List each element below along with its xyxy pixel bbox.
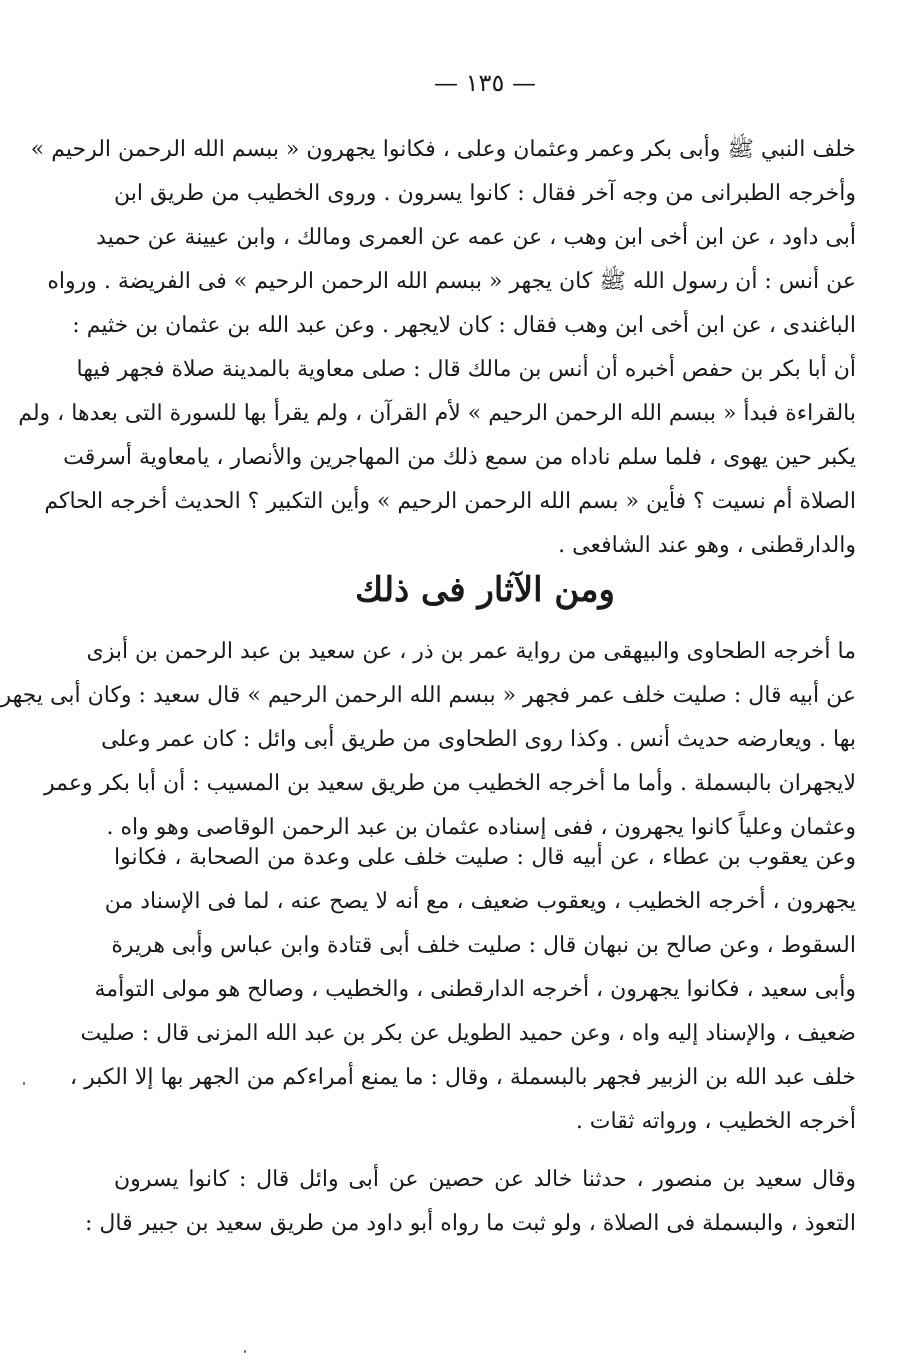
paragraph-said <box>85 1158 856 1246</box>
text-line: وعن يعقوب بن عطاء ، عن أبيه قال : صليت خلف على وعدة من الصحابة ، فكانوا <box>114 845 856 870</box>
scan-speck <box>23 1082 25 1085</box>
text-line: ضعيف ، والإسناد إليه واه ، وعن حميد الطويل عن بكر بن عبد الله المزنى قال : صليت <box>80 1021 856 1046</box>
text-line: وقال سعيد بن منصور ، حدثنا خالد عن حصين عن أبى وائل قال : كانوا يسرون <box>114 1167 856 1192</box>
text-line: السقوط ، وعن صالح بن نبهان قال : صليت خلف أبى قتادة وابن عباس وأبى هريرة <box>111 933 856 958</box>
text-line: ما أخرجه الطحاوى والبيهقى من رواية عمر بن ذر ، عن سعيد بن عبد الرحمن بن أبزى <box>86 639 856 664</box>
text-line: عن أبيه قال : صليت خلف عمر فجهر « ببسم الله الرحمن الرحيم » قال سعيد : وكان أبى يجهر <box>0 683 856 708</box>
text-line: وعثمان وعلياً كانوا يجهرون ، ففى إسناده عثمان بن عبد الرحمن الوقاصى وهو واه . <box>106 815 856 840</box>
text-line: وأخرجه الطبرانى من وجه آخر فقال : كانوا يسرون . وروى الخطيب من طريق ابن <box>114 181 856 206</box>
text-line: عن أنس : أن رسول الله ﷺ كان يجهر « ببسم الله الرحمن الرحيم » فى الفريضة . ورواه <box>47 269 856 294</box>
text-line: أن أبا بكر بن حفص أخبره أن أنس بن مالك قال : صلى معاوية بالمدينة صلاة فجهر فيها <box>76 357 856 382</box>
section-heading: ومن الآثار فى ذلك <box>355 570 615 610</box>
text-line: يجهرون ، أخرجه الخطيب ، ويعقوب ضعيف ، مع أنه لا يصح عنه ، لما فى الإسناد من <box>104 889 856 914</box>
scan-speck <box>244 1350 246 1353</box>
text-line: أخرجه الخطيب ، ورواته ثقات . <box>575 1109 856 1134</box>
text-line: الباغندى ، عن ابن أخى ابن وهب فقال : كان لايجهر . وعن عبد الله بن عثمان بن خثيم : <box>72 313 856 338</box>
text-line: بها . ويعارضه حديث أنس . وكذا روى الطحاوى من طريق أبى وائل : كان عمر وعلى <box>101 727 856 752</box>
paragraph-athar <box>0 630 856 850</box>
text-line: لايجهران بالبسملة . وأما ما أخرجه الخطيب من طريق سعيد بن المسيب : أن أبا بكر وعمر <box>44 771 856 796</box>
text-line: خلف عبد الله بن الزبير فجهر بالبسملة ، وقال : ما يمنع أمراءكم من الجهر بها إلا الكبر ، <box>70 1065 856 1090</box>
text-line: الصلاة أم نسيت ؟ فأين « بسم الله الرحمن الرحيم » وأين التكبير ؟ الحديث أخرجه الحاكم <box>44 489 856 514</box>
text-line: التعوذ ، والبسملة فى الصلاة ، ولو ثبت ما رواه أبو داود من طريق سعيد بن جبير قال : <box>85 1211 856 1236</box>
text-line: وأبى سعيد ، فكانوا يجهرون ، أخرجه الدارقطنى ، والخطيب ، وصالح هو مولى التوأمة <box>94 977 856 1002</box>
paragraph-continuation <box>18 128 856 568</box>
text-line: بالقراءة فبدأ « ببسم الله الرحمن الرحيم » لأم القرآن ، ولم يقرأ بها للسورة التى بعدها ، ولم <box>18 401 856 426</box>
paragraph-yaqub <box>70 836 856 1144</box>
text-line: خلف النبي ﷺ وأبى بكر وعمر وعثمان وعلى ، فكانوا يجهرون « ببسم الله الرحمن الرحيم » <box>30 137 856 162</box>
text-line: والدارقطنى ، وهو عند الشافعى . <box>558 533 856 558</box>
text-line: يكبر حين يهوى ، فلما سلم ناداه من سمع ذلك من المهاجرين والأنصار ، يامعاوية أسرقت <box>63 445 856 470</box>
text-line: أبى داود ، عن ابن أخى ابن وهب ، عن عمه عن العمرى ومالك ، وابن عيينة عن حميد <box>96 225 856 250</box>
page-number: — ١٣٥ — <box>434 69 536 97</box>
